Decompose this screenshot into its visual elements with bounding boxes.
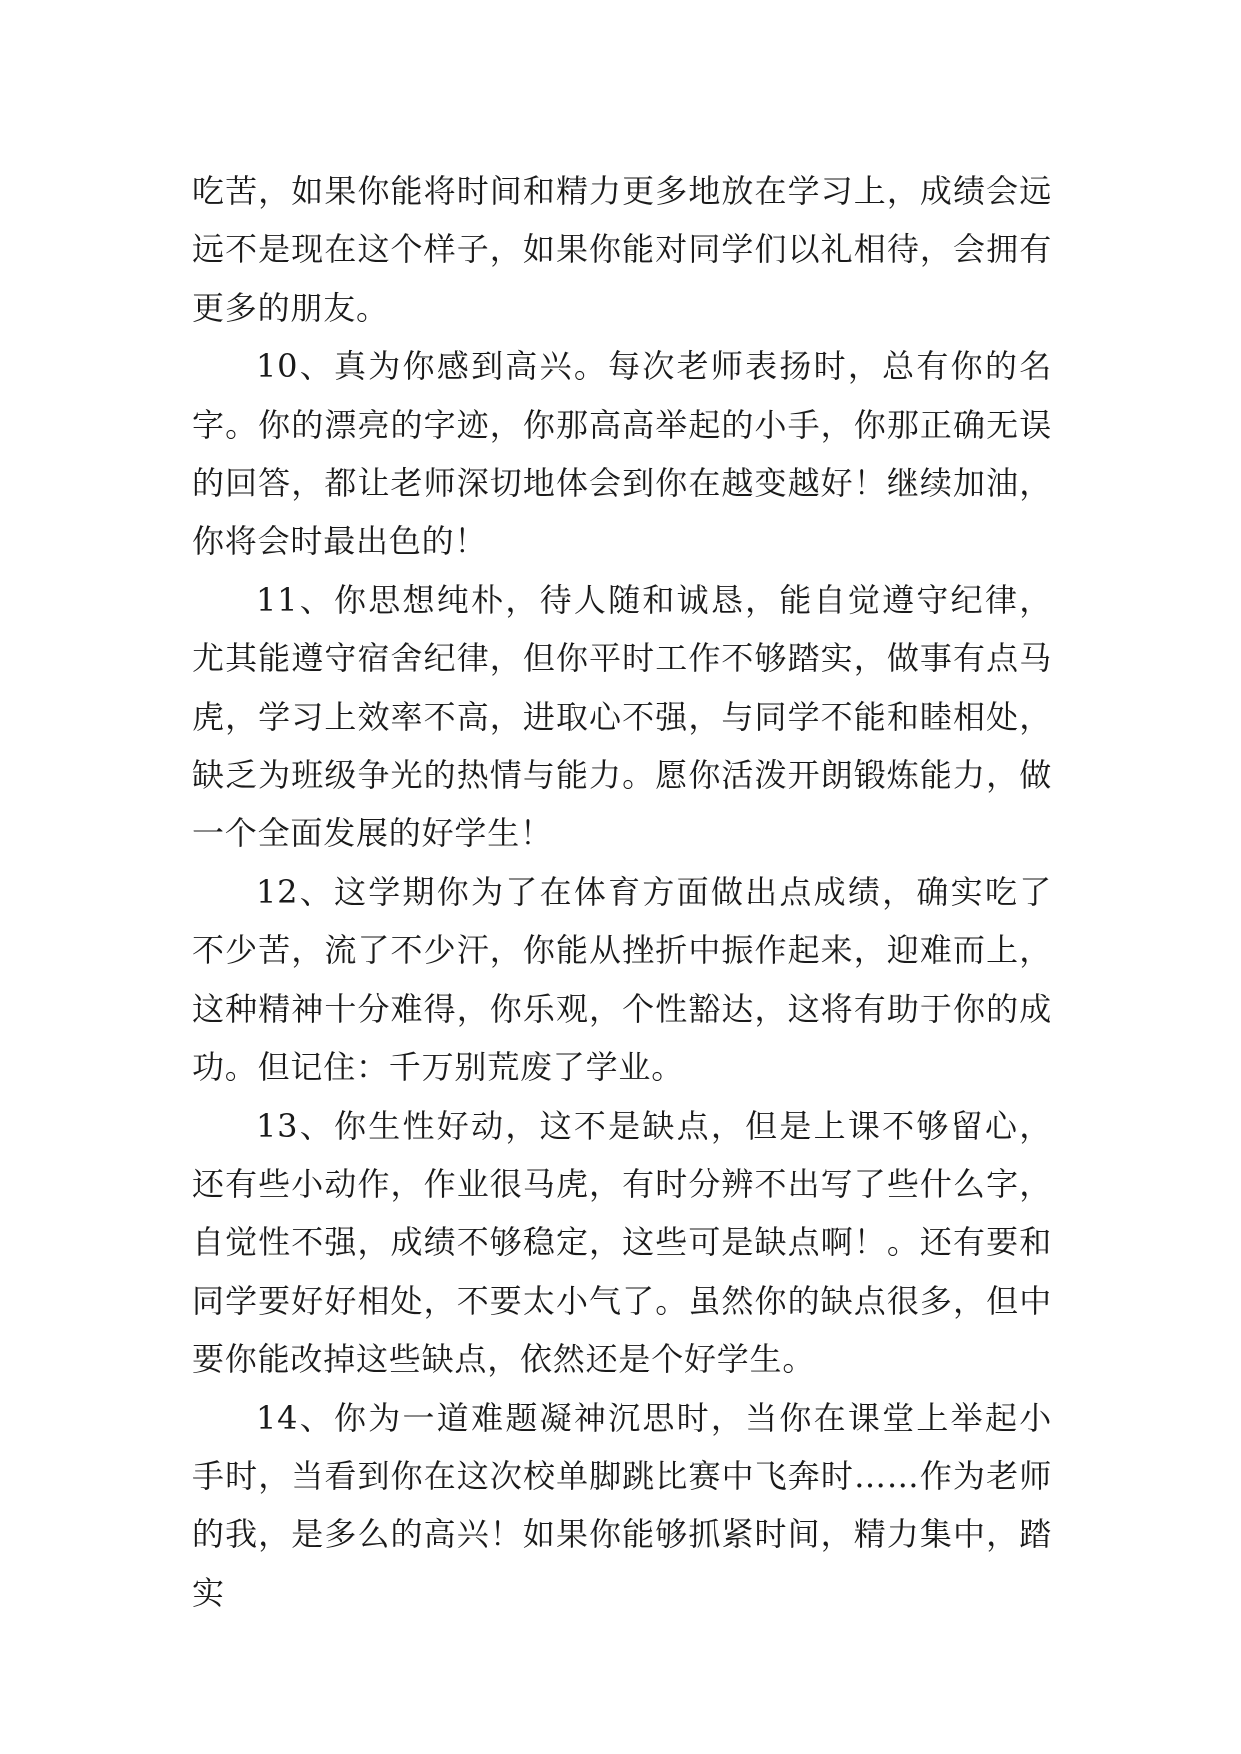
document-body bbox=[192, 162, 1052, 1622]
paragraph-comment-12: 12、这学期你为了在体育方面做出点成绩，确实吃了不少苦，流了不少汗，你能从挫折中振作起来，迎难而上，这种精神十分难得，你乐观，个性豁达，这将有助于你的成功。但记住：千万别荒废了学业。 bbox=[192, 872, 1052, 1087]
paragraph-comment-10: 10、真为你感到高兴。每次老师表扬时，总有你的名字。你的漂亮的字迹，你那高高举起的小手，你那正确无误的回答，都让老师深切地体会到你在越变越好！继续加油，你将会时最出色的！ bbox=[192, 347, 1052, 561]
paragraph-comment-14: 14、你为一道难题凝神沉思时，当你在课堂上举起小手时，当看到你在这次校单脚跳比赛中飞奔时……作为老师的我，是多么的高兴！如果你能够抓紧时间，精力集中，踏实 bbox=[192, 1398, 1052, 1612]
paragraph-comment-11: 11、你思想纯朴，待人随和诚恳，能自觉遵守纪律，尤其能遵守宿舍纪律，但你平时工作不够踏实，做事有点马虎，学习上效率不高，进取心不强，与同学不能和睦相处，缺乏为班级争光的热情与能力。愿你活泼开朗锻炼能力，做一个全面发展的好学生！ bbox=[192, 580, 1052, 853]
paragraph-comment-13: 13、你生性好动，这不是缺点，但是上课不够留心，还有些小动作，作业很马虎，有时分辨不出写了些什么字，自觉性不强，成绩不够稳定，这些可是缺点啊！。还有要和同学要好好相处，不要太小气了。虽然你的缺点很多，但中要你能改掉这些缺点，依然还是个好学生。 bbox=[192, 1106, 1052, 1379]
paragraph-continuation: 吃苦，如果你能将时间和精力更多地放在学习上，成绩会远远不是现在这个样子，如果你能对同学们以礼相待，会拥有更多的朋友。 bbox=[192, 172, 1052, 327]
